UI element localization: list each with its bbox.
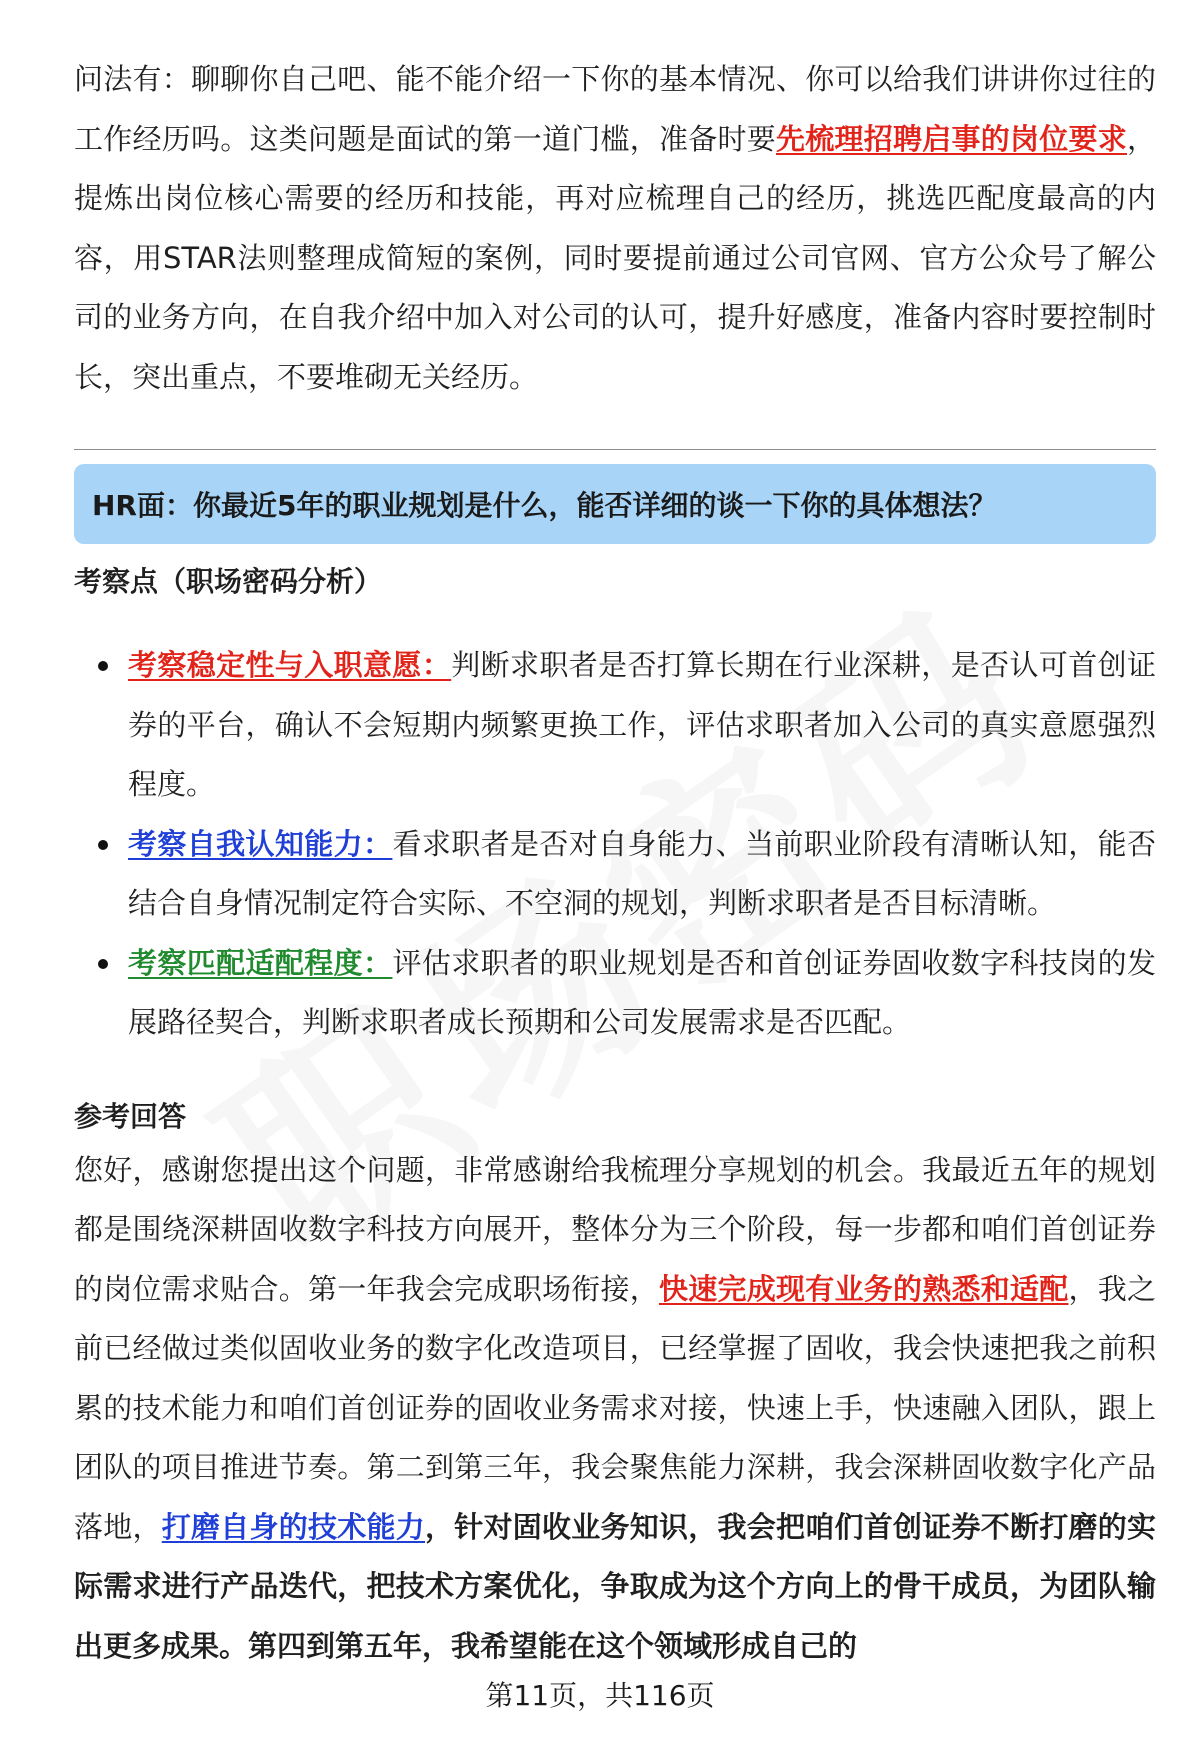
document-body xyxy=(74,50,1156,1676)
bullet-icon xyxy=(98,959,108,969)
point-text: 判断求职者是否打算长期在行业深耕，是否认可首创证券的平台，确认不会短期内频繁更换工作，评估求职者加入公司的真实意愿强烈程度。 xyxy=(128,648,1156,801)
answer-highlight-blue: 打磨自身的技术能力 xyxy=(161,1509,425,1544)
question-box xyxy=(74,464,1156,544)
analysis-list xyxy=(74,636,1156,1053)
list-item xyxy=(74,815,1156,934)
list-item xyxy=(74,934,1156,1053)
point-label: 考察自我认知能力： xyxy=(128,826,393,861)
answer-text-1: 您好，感谢您提出这个问题，非常感谢给我梳理分享规划的机会。我最近五年的规划都是围绕深耕固收数字科技方向展开，整体分为三个阶段，每一步都和咱们首创证券的岗位需求贴合。第一年我会完成职场衔接， xyxy=(74,1152,1156,1306)
intro-text-1: 问法有：聊聊你自己吧、能不能介绍一下你的基本情况、你可以给我们讲讲你过往的工作经历吗。这类问题是面试的第一道门槛，准备时要 xyxy=(74,62,1156,156)
intro-text-2: ，提炼出岗位核心需要的经历和技能，再对应梳理自己的经历，挑选匹配度最高的内容，用STAR法则整理成简短的案例，同时要提前通过公司官网、官方公众号了解公司的业务方向，在自我介绍中加入对公司的认可，提升好感度，准备内容时要控制时长，突出重点，不要堆砌无关经历。 xyxy=(74,121,1156,394)
answer-bold-text: ，针对固收业务知识，我会把咱们首创证券不断打磨的实际需求进行产品迭代，把技术方案优化，争取成为这个方向上的骨干成员，为团队输出更多成果。第四到第五年，我希望能在这个领域形成自己的 xyxy=(74,1509,1156,1663)
intro-highlight: 先梳理招聘启事的岗位要求 xyxy=(775,121,1127,156)
section-divider xyxy=(74,449,1156,450)
bullet-icon xyxy=(98,661,108,671)
answer-text-2: ，我之前已经做过类似固收业务的数字化改造项目，已经掌握了固收，我会快速把我之前积累的技术能力和咱们首创证券的固收业务需求对接，快速上手，快速融入团队，跟上团队的项目推进节奏。第二到第三年，我会聚焦能力深耕，我会深耕固收数字化产品落地， xyxy=(74,1271,1156,1544)
answer-paragraph xyxy=(74,1141,1156,1677)
question-text: HR面：你最近5年的职业规划是什么，能否详细的谈一下你的具体想法？ xyxy=(92,489,997,522)
answer-highlight-red: 快速完成现有业务的熟悉和适配 xyxy=(658,1271,1069,1306)
intro-paragraph xyxy=(74,50,1156,407)
bullet-icon xyxy=(98,840,108,850)
point-text: 看求职者是否对自身能力、当前职业阶段有清晰认知，能否结合自身情况制定符合实际、不空洞的规划，判断求职者是否目标清晰。 xyxy=(128,826,1156,920)
point-label: 考察稳定性与入职意愿： xyxy=(128,648,452,682)
point-text: 评估求职者的职业规划是否和首创证券固收数字科技岗的发展路径契合，判断求职者成长预期和公司发展需求是否匹配。 xyxy=(128,945,1156,1039)
point-label: 考察匹配适配程度： xyxy=(128,945,393,980)
list-item xyxy=(74,636,1156,815)
answer-heading: 参考回答 xyxy=(74,1099,187,1133)
page-footer: 第11页，共116页 xyxy=(485,1679,715,1712)
analysis-heading: 考察点（职场密码分析） xyxy=(74,565,383,598)
